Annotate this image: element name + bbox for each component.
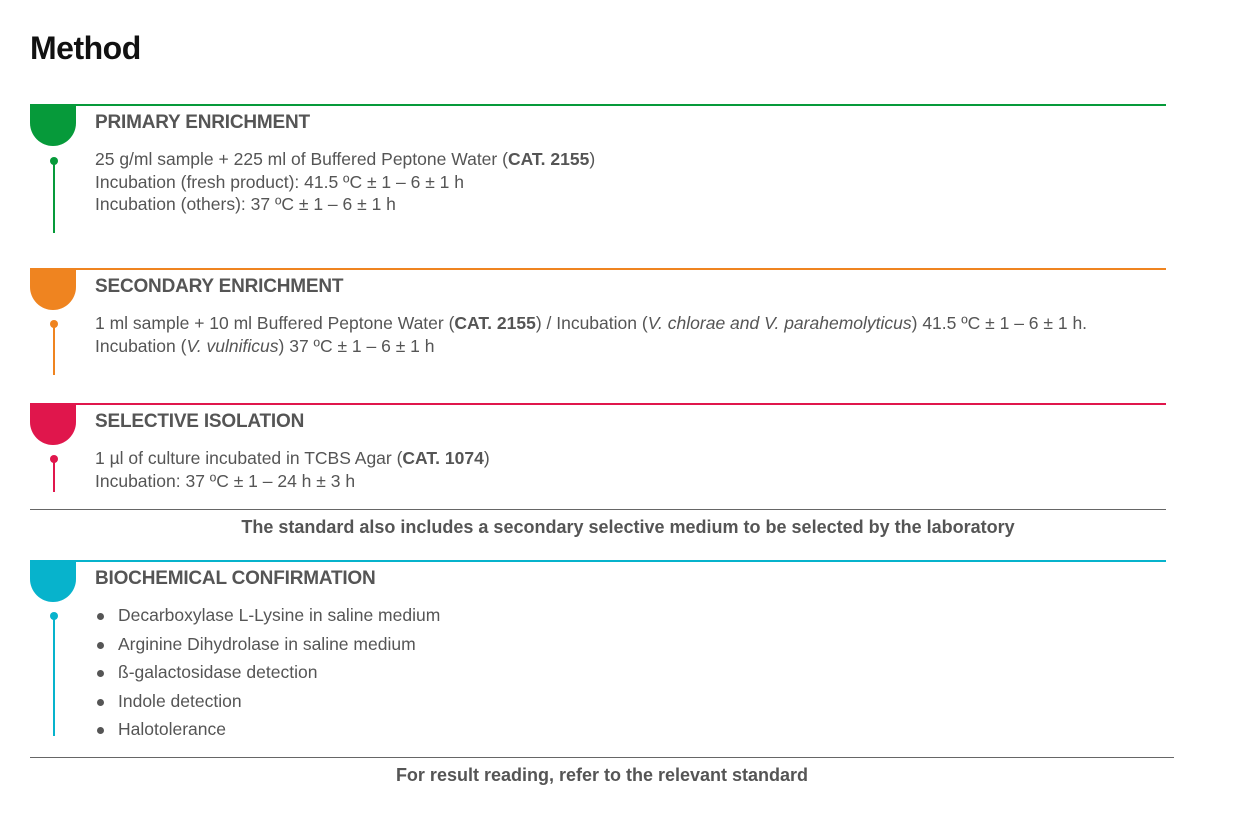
selective-stem: [53, 462, 55, 492]
secondary-top-line: [30, 268, 1166, 270]
list-item: Arginine Dihydrolase in saline medium: [95, 630, 440, 659]
primary-enrichment-section: [30, 104, 1166, 234]
selective-line-2: Incubation: 37 ºC ± 1 – 24 h ± 3 h: [95, 470, 356, 491]
biochemical-confirmation-section: [30, 560, 1166, 740]
selective-line-1: 1 µl of culture incubated in TCBS Agar (CAT. 1074): [95, 448, 490, 468]
list-item: ß-galactosidase detection: [95, 658, 440, 687]
selective-isolation-section: [30, 403, 1166, 493]
divider-1: [30, 509, 1166, 510]
primary-tab-marker: [30, 104, 76, 146]
secondary-enrichment-section: [30, 268, 1166, 376]
biochemical-stem: [53, 619, 55, 736]
list-item: Indole detection: [95, 687, 440, 716]
biochemical-test-list: [95, 601, 440, 744]
biochemical-heading: BIOCHEMICAL CONFIRMATION: [95, 568, 376, 589]
secondary-line-1: 1 ml sample + 10 ml Buffered Peptone Water (CAT. 2155) / Incubation (V. chlorae and V. parahemolyticus) 41.5 ºC ± 1 – 6 ± 1 h.: [95, 313, 1088, 333]
list-item: Decarboxylase L-Lysine in saline medium: [95, 601, 440, 630]
page-title: Method: [30, 30, 141, 66]
selective-body: [95, 447, 490, 492]
list-item: Halotolerance: [95, 715, 440, 744]
secondary-tab-marker: [30, 268, 76, 310]
biochemical-tab-marker: [30, 560, 76, 602]
primary-heading: PRIMARY ENRICHMENT: [95, 112, 310, 133]
selective-medium-note: The standard also includes a secondary selective medium to be selected by the laboratory: [241, 517, 1015, 537]
secondary-cat-number: CAT. 2155: [454, 313, 536, 333]
secondary-line-2: Incubation (V. vulnificus) 37 ºC ± 1 – 6 ± 1 h: [95, 335, 435, 356]
primary-top-line: [30, 104, 1166, 106]
biochemical-body: [95, 601, 440, 744]
primary-body: [95, 148, 595, 216]
primary-line-1: 25 g/ml sample + 225 ml of Buffered Peptone Water (CAT. 2155): [95, 149, 596, 169]
result-reading-note: For result reading, refer to the relevant standard: [395, 765, 809, 785]
secondary-stem: [53, 327, 55, 375]
secondary-heading: SECONDARY ENRICHMENT: [95, 276, 344, 297]
primary-line-3: Incubation (others): 37 ºC ± 1 – 6 ± 1 h: [95, 194, 396, 214]
primary-cat-number: CAT. 2155: [507, 149, 590, 169]
selective-tab-marker: [30, 403, 76, 445]
primary-line-2: Incubation (fresh product): 41.5 ºC ± 1 – 6 ± 1 h: [95, 171, 464, 192]
divider-2: [30, 757, 1174, 758]
primary-stem: [53, 164, 55, 233]
selective-top-line: [30, 403, 1166, 405]
biochemical-top-line: [30, 560, 1166, 562]
selective-cat-number: CAT. 1074: [402, 448, 484, 468]
selective-heading: SELECTIVE ISOLATION: [95, 411, 305, 432]
secondary-body: [95, 312, 1087, 357]
